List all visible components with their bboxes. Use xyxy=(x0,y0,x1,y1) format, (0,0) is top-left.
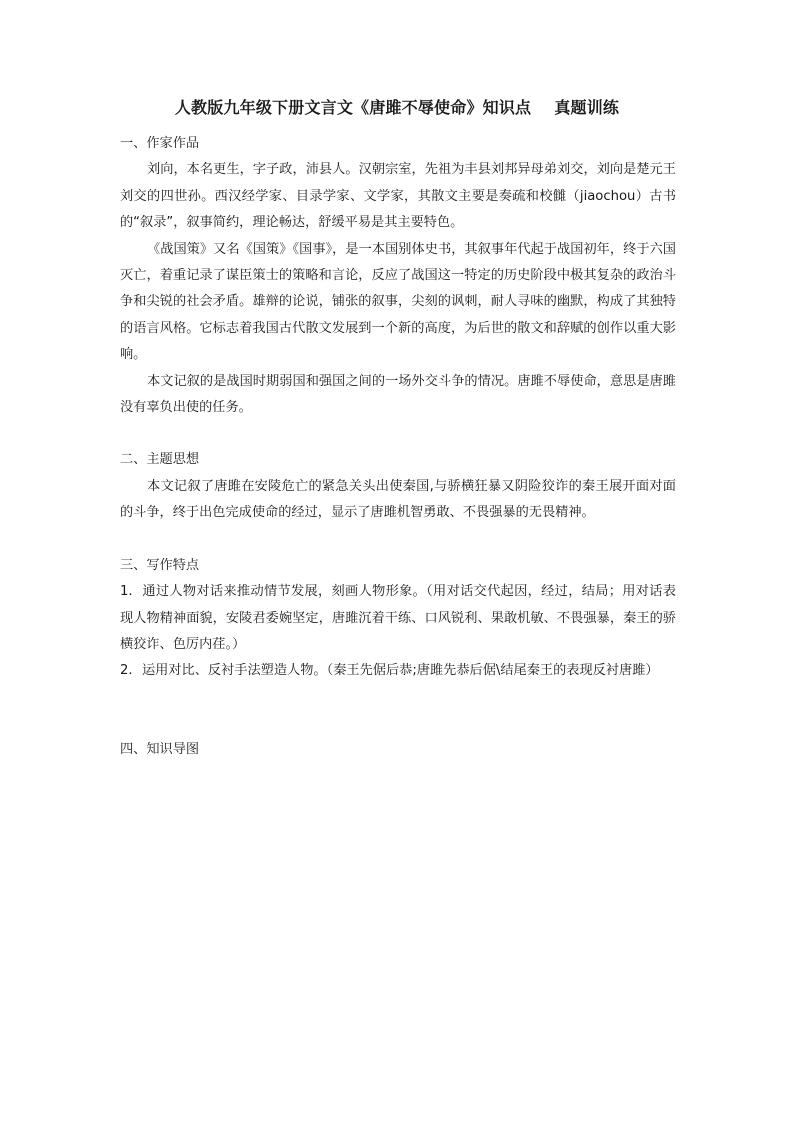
list-item-number: 1. xyxy=(120,584,133,600)
paragraph-liu-xiang: 刘向，本名更生，字子政，沛县人。汉朝宗室，先祖为丰县刘邦异母弟刘交，刘向是楚元王刘交的四世孙。西汉经学家、目录学家、文学家，其散文主要是奏疏和校雠（jiaochou）古书的“叙录”，叙事简约，理论畅达，舒缓平易是其主要特色。 xyxy=(120,162,676,231)
list-item xyxy=(120,658,676,684)
document-body xyxy=(120,131,676,763)
spacer xyxy=(120,527,676,553)
section-mind-map xyxy=(120,737,676,763)
section-heading-theme: 二、主题思想 xyxy=(120,452,200,468)
paragraph-article-summary: 本文记叙的是战国时期弱国和强国之间的一场外交斗争的情况。唐雎不辱使命，意思是唐雎没有辜负出使的任务。 xyxy=(120,373,676,416)
section-author-works xyxy=(120,131,676,421)
list-item xyxy=(120,579,676,658)
list-item-text: 通过人物对话来推动情节发展，刻画人物形象。（用对话交代起因，经过，结局；用对话表现人物精神面貌，安陵君委婉坚定，唐雎沉着干练、口风锐利、果敢机敏、不畏强暴，秦王的骄横狡诈、色厉内荏。） xyxy=(120,584,676,652)
list-item-number: 2. xyxy=(120,663,133,679)
section-heading-writing-features: 三、写作特点 xyxy=(120,557,200,573)
paragraph-zhanguoce: 《战国策》又名《国策》《国事》，是一本国别体史书，其叙事年代起于战国初年，终于六国灭亡，着重记录了谋臣策士的策略和言论，反应了战国这一特定的历史阶段中极其复杂的政治斗争和尖锐的社会矛盾。雄辩的论说，铺张的叙事，尖刻的讽刺，耐人寻味的幽默，构成了其独特的语言风格。它标志着我国古代散文发展到一个新的高度，为后世的散文和辞赋的创作以重大影响。 xyxy=(120,241,676,363)
spacer xyxy=(120,421,676,447)
section-heading-author-works: 一、作家作品 xyxy=(120,136,200,151)
spacer xyxy=(120,685,676,737)
section-writing-features xyxy=(120,553,676,685)
list-item-text: 运用对比、反衬手法塑造人物。（秦王先倨后恭;唐雎先恭后倨\结尾秦王的表现反衬唐雎） xyxy=(142,663,659,679)
paragraph-theme: 本文记叙了唐雎在安陵危亡的紧急关头出使秦国,与骄横狂暴又阴险狡诈的秦王展开面对面的斗争，终于出色完成使命的经过，显示了唐雎机智勇敢、不畏强暴的无畏精神。 xyxy=(120,478,676,521)
section-theme xyxy=(120,447,676,526)
section-heading-mind-map: 四、知识导图 xyxy=(120,741,200,757)
document-title: 人教版九年级下册文言文《唐雎不辱使命》知识点 真题训练 xyxy=(174,98,620,117)
